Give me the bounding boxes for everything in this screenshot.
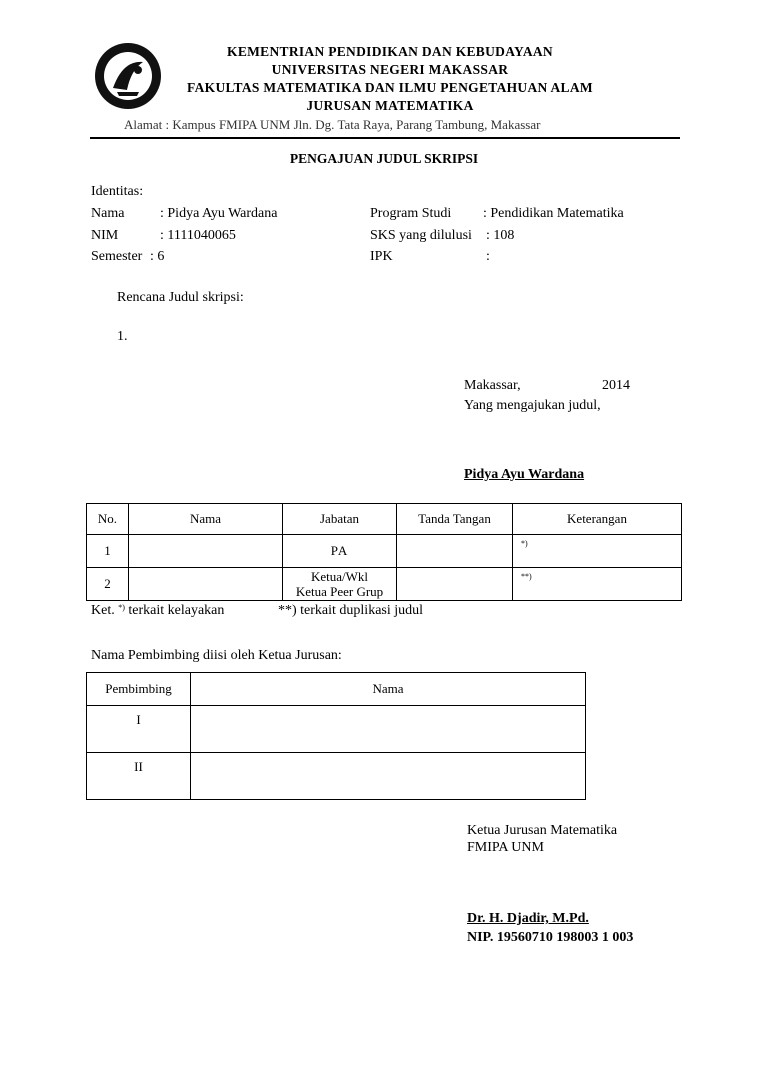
approval-table — [86, 503, 682, 601]
col-no: No. — [87, 504, 129, 535]
row2-note: **) — [521, 572, 532, 581]
row1-no: 1 — [87, 535, 129, 568]
advisor-row-1: I — [87, 706, 191, 753]
row2-jabatan-line2: Ketua Peer Grup — [295, 584, 384, 599]
advisor-table — [86, 672, 586, 800]
nim-label: NIM — [91, 228, 119, 243]
header-ministry: KEMENTRIAN PENDIDIKAN DAN KEBUDAYAAN — [227, 44, 553, 59]
notes-kelayakan: terkait kelayakan — [128, 603, 225, 618]
document-title: PENGAJUAN JUDUL SKRIPSI — [289, 151, 479, 166]
row2-no: 2 — [87, 568, 129, 601]
row1-jabatan: PA — [283, 535, 397, 568]
nim-value: : 1111040065 — [160, 228, 236, 243]
col-jabatan: Jabatan — [283, 504, 397, 535]
nama-label: Nama — [91, 206, 125, 221]
sks-value: : 108 — [486, 228, 515, 243]
row2-tanda-tangan — [397, 568, 513, 601]
head-role-2: FMIPA UNM — [467, 840, 544, 855]
semester-label: Semester — [91, 249, 143, 264]
row2-nama — [129, 568, 283, 601]
table-header-row — [87, 504, 682, 535]
col-tanda-tangan: Tanda Tangan — [397, 504, 513, 535]
identity-heading: Identitas: — [91, 184, 144, 199]
sks-label: SKS yang dilulusi — [370, 228, 472, 243]
ipk-label: IPK — [370, 249, 393, 264]
signature-year: 2014 — [602, 378, 630, 393]
plan-item-1: 1. — [117, 329, 128, 344]
prodi-value: : Pendidikan Matematika — [483, 206, 624, 221]
notes-sup: *) — [118, 603, 125, 612]
signature-place: Makassar, — [464, 378, 521, 393]
advisor-row-2: II — [87, 753, 191, 800]
nama-value: : Pidya Ayu Wardana — [160, 206, 278, 221]
table-row — [87, 568, 682, 601]
notes-ket: Ket. — [91, 603, 115, 618]
table-row — [87, 706, 586, 753]
advisor-name-1 — [191, 706, 586, 753]
advisor-name-2 — [191, 753, 586, 800]
header-department: JURUSAN MATEMATIKA — [306, 98, 474, 113]
row1-tanda-tangan — [397, 535, 513, 568]
header-address: Alamat : Kampus FMIPA UNM Jln. Dg. Tata Raya, Parang Tambung, Makassar — [124, 117, 541, 132]
header-faculty: FAKULTAS MATEMATIKA DAN ILMU PENGETAHUAN ALAM — [187, 80, 593, 95]
advisor-col-nama: Nama — [191, 673, 586, 706]
header-university: UNIVERSITAS NEGERI MAKASSAR — [271, 62, 509, 77]
header-divider — [90, 137, 680, 139]
head-role-1: Ketua Jurusan Matematika — [467, 823, 618, 838]
semester-value: : 6 — [150, 249, 165, 264]
notes-line — [91, 603, 224, 619]
row2-jabatan-line1: Ketua/Wkl — [310, 569, 369, 584]
notes-duplikasi: **) terkait duplikasi judul — [278, 603, 424, 618]
advisor-intro: Nama Pembimbing diisi oleh Ketua Jurusan: — [91, 648, 342, 663]
head-name: Dr. H. Djadir, M.Pd. — [467, 911, 589, 926]
col-keterangan: Keterangan — [513, 504, 682, 535]
ipk-value: : — [486, 249, 490, 264]
row1-nama — [129, 535, 283, 568]
table-row — [87, 535, 682, 568]
col-nama: Nama — [129, 504, 283, 535]
prodi-label: Program Studi — [370, 206, 452, 221]
table-row — [87, 753, 586, 800]
row1-note: *) — [521, 539, 528, 548]
advisor-col-pembimbing: Pembimbing — [87, 673, 191, 706]
signature-role: Yang mengajukan judul, — [464, 398, 601, 413]
plan-label: Rencana Judul skripsi: — [117, 290, 244, 305]
applicant-name: Pidya Ayu Wardana — [464, 467, 585, 482]
head-nip: NIP. 19560710 198003 1 003 — [467, 930, 634, 945]
advisor-header-row — [87, 673, 586, 706]
